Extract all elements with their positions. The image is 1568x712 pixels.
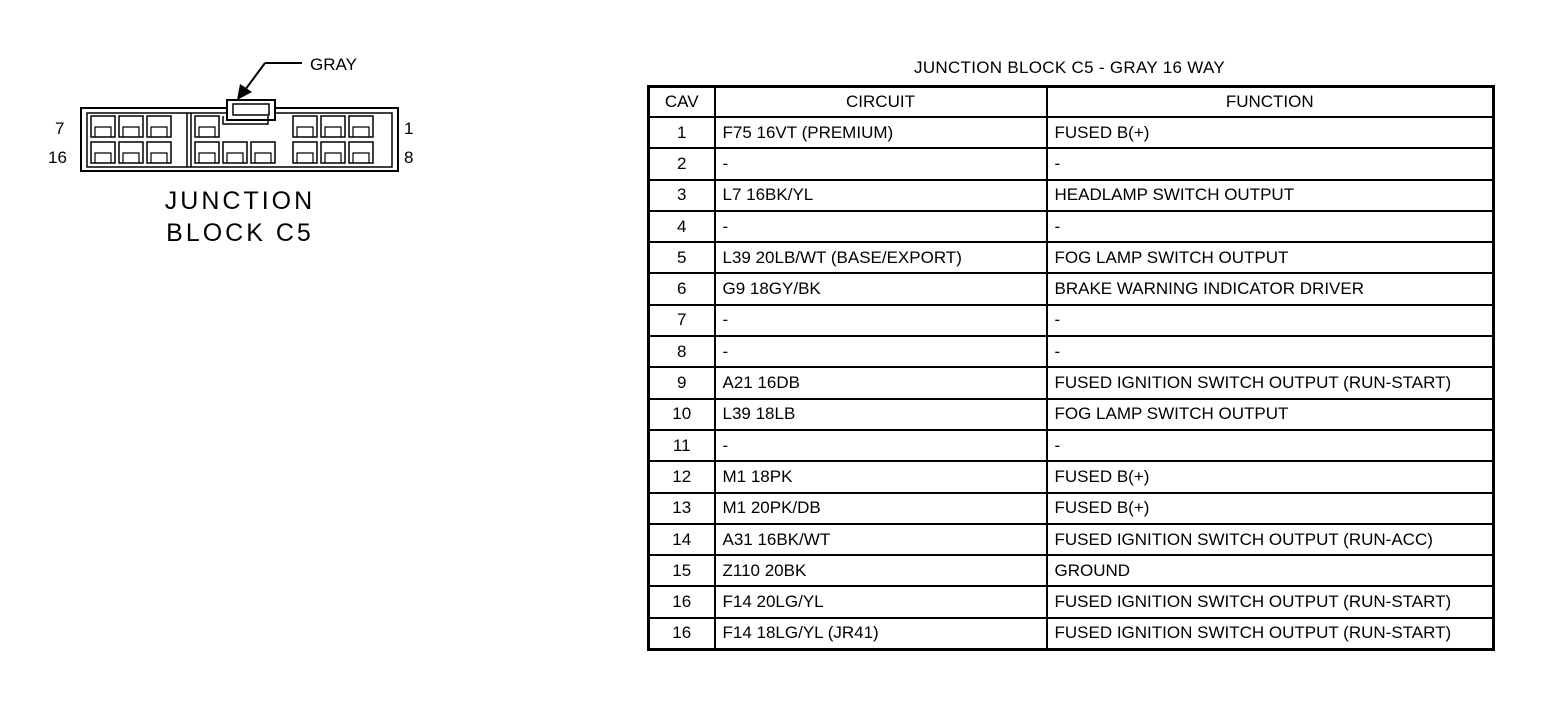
function-cell: - (1047, 148, 1494, 179)
connector-face-diagram (40, 50, 440, 260)
circuit-cell: - (715, 148, 1047, 179)
table-row (649, 461, 1494, 492)
circuit-cell: - (715, 305, 1047, 336)
circuit-cell: - (715, 336, 1047, 367)
cavity-latch (95, 153, 111, 163)
pinout-table (647, 85, 1495, 651)
circuit-cell: Z110 20BK (715, 555, 1047, 586)
function-cell: FOG LAMP SWITCH OUTPUT (1047, 399, 1494, 430)
cavity-latch (353, 127, 369, 137)
circuit-cell: - (715, 430, 1047, 461)
circuit-cell: L39 18LB (715, 399, 1047, 430)
table-row (649, 273, 1494, 304)
circuit-cell: F75 16VT (PREMIUM) (715, 117, 1047, 148)
header-function: FUNCTION (1047, 87, 1494, 118)
function-cell: FUSED IGNITION SWITCH OUTPUT (RUN-START) (1047, 367, 1494, 398)
circuit-cell: F14 20LG/YL (715, 586, 1047, 617)
function-cell: - (1047, 336, 1494, 367)
function-cell: - (1047, 305, 1494, 336)
function-cell: FUSED IGNITION SWITCH OUTPUT (RUN-START) (1047, 586, 1494, 617)
cavity-latch (255, 153, 271, 163)
table-title: JUNCTION BLOCK C5 - GRAY 16 WAY (914, 58, 1225, 77)
cavity-number-cell: 8 (649, 336, 715, 367)
circuit-cell: A21 16DB (715, 367, 1047, 398)
function-cell: FUSED B(+) (1047, 117, 1494, 148)
cavity-number-cell: 1 (649, 117, 715, 148)
function-cell: GROUND (1047, 555, 1494, 586)
circuit-cell: G9 18GY/BK (715, 273, 1047, 304)
table-row (649, 305, 1494, 336)
table-row (649, 430, 1494, 461)
cavity-number-cell: 16 (649, 618, 715, 650)
function-cell: FUSED B(+) (1047, 493, 1494, 524)
table-row (649, 211, 1494, 242)
cavity-number-cell: 16 (649, 586, 715, 617)
cavity-latch (297, 153, 313, 163)
circuit-cell: M1 20PK/DB (715, 493, 1047, 524)
cavity-latch (199, 153, 215, 163)
table-header-row (649, 87, 1494, 118)
circuit-cell: L39 20LB/WT (BASE/EXPORT) (715, 242, 1047, 273)
table-row (649, 586, 1494, 617)
function-cell: FUSED IGNITION SWITCH OUTPUT (RUN-START) (1047, 618, 1494, 650)
cavity-number-cell: 5 (649, 242, 715, 273)
callout-arrow-line (245, 63, 265, 90)
pin-label-top-right: 1 (404, 119, 414, 138)
table-row (649, 180, 1494, 211)
circuit-cell: F14 18LG/YL (JR41) (715, 618, 1047, 650)
cavity-latch (151, 153, 167, 163)
connector-color-label: GRAY (310, 55, 357, 74)
cavity-number-cell: 2 (649, 148, 715, 179)
function-cell: FOG LAMP SWITCH OUTPUT (1047, 242, 1494, 273)
cavity-number-cell: 12 (649, 461, 715, 492)
cavity-latch (325, 153, 341, 163)
connector-housing (81, 100, 398, 171)
function-cell: BRAKE WARNING INDICATOR DRIVER (1047, 273, 1494, 304)
cavity-number-cell: 4 (649, 211, 715, 242)
cavity-terminals (91, 116, 373, 163)
function-cell: HEADLAMP SWITCH OUTPUT (1047, 180, 1494, 211)
cavity-number-cell: 7 (649, 305, 715, 336)
cavity-number-cell: 13 (649, 493, 715, 524)
circuit-cell: M1 18PK (715, 461, 1047, 492)
pin-label-top-left: 7 (55, 119, 65, 138)
cavity-latch (151, 127, 167, 137)
cavity-number-cell: 9 (649, 367, 715, 398)
connector-name-line-1: JUNCTION (164, 187, 316, 215)
table-row (649, 524, 1494, 555)
header-cav: CAV (649, 87, 715, 118)
cavity-latch (227, 153, 243, 163)
table-body (649, 117, 1494, 650)
table-row (649, 555, 1494, 586)
table-row (649, 148, 1494, 179)
circuit-cell: - (715, 211, 1047, 242)
table-row (649, 618, 1494, 650)
table-row (649, 399, 1494, 430)
table-row (649, 242, 1494, 273)
table-row (649, 336, 1494, 367)
callout-arrowhead (237, 84, 252, 100)
circuit-cell: L7 16BK/YL (715, 180, 1047, 211)
table-row (649, 493, 1494, 524)
table-row (649, 117, 1494, 148)
cavity-number-cell: 15 (649, 555, 715, 586)
cavity-number-cell: 10 (649, 399, 715, 430)
pin-label-bottom-right: 8 (404, 148, 414, 167)
cavity-number-cell: 3 (649, 180, 715, 211)
cavity-number-cell: 14 (649, 524, 715, 555)
cavity-latch (95, 127, 111, 137)
header-circuit: CIRCUIT (715, 87, 1047, 118)
cavity-number-cell: 6 (649, 273, 715, 304)
function-cell: - (1047, 211, 1494, 242)
cavity-latch (353, 153, 369, 163)
cavity-latch (199, 127, 215, 137)
table-row (649, 367, 1494, 398)
circuit-cell: A31 16BK/WT (715, 524, 1047, 555)
pin-label-bottom-left: 16 (48, 148, 67, 167)
connector-name-line-2: BLOCK C5 (166, 219, 314, 247)
cavity-latch (123, 153, 139, 163)
cavity-latch (123, 127, 139, 137)
function-cell: FUSED B(+) (1047, 461, 1494, 492)
function-cell: - (1047, 430, 1494, 461)
cavity-number-cell: 11 (649, 430, 715, 461)
cavity-latch (325, 127, 341, 137)
function-cell: FUSED IGNITION SWITCH OUTPUT (RUN-ACC) (1047, 524, 1494, 555)
cavity-latch (297, 127, 313, 137)
